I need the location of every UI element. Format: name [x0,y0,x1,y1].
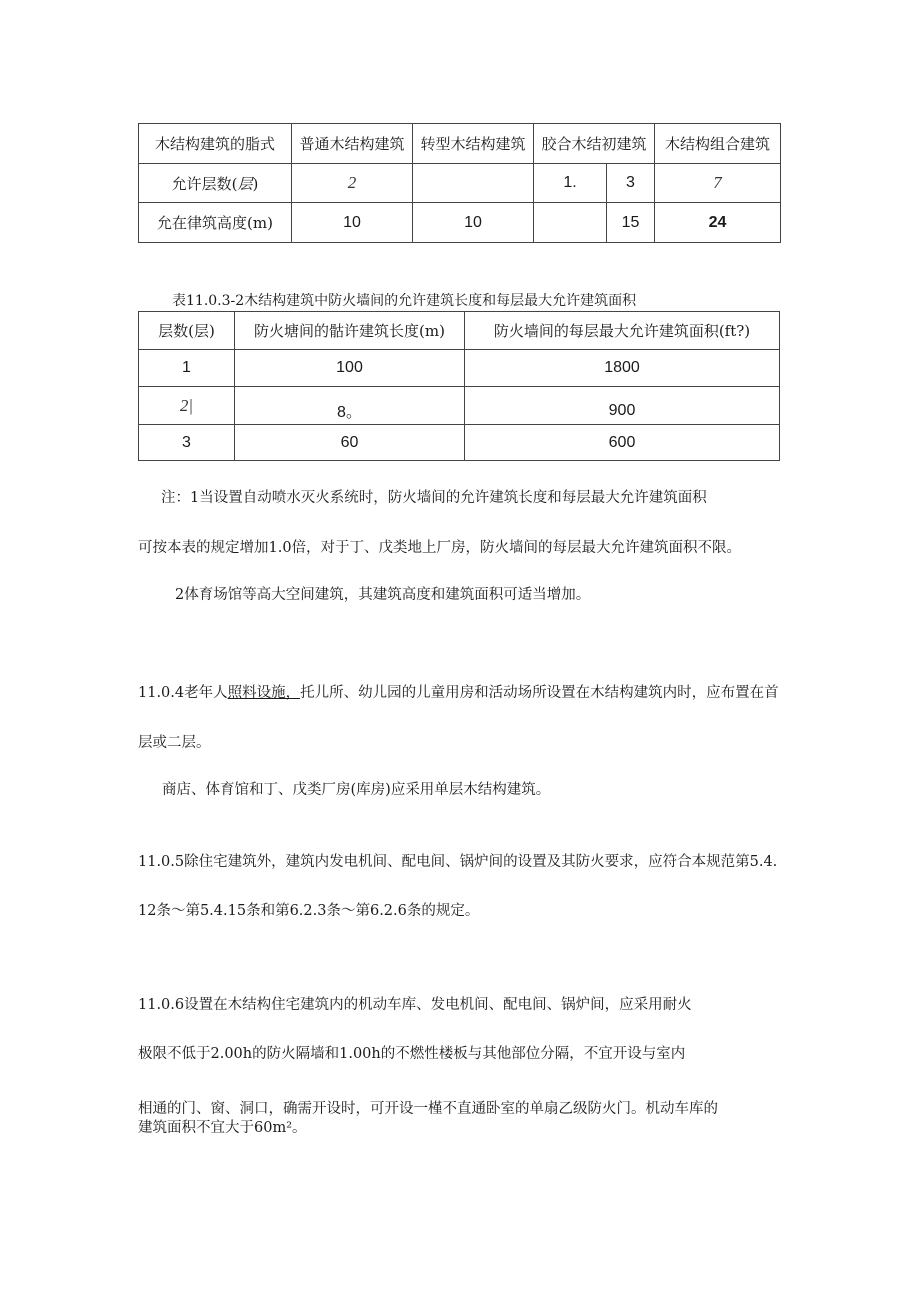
section-11-0-6-line-4: 建筑面积不宜大于60m²。 [138,1120,307,1136]
section-11-0-6-line-3: 相通的门、窗、洞口，确需开设时，可开设一槿不直通卧室的单扇乙级防火门。机动车库的 [138,1101,718,1117]
table1-header-glulam: 胶合木结初建筑 [534,124,655,164]
firewall-table [138,311,780,461]
table2-length: 8。 [235,387,465,425]
table-row [139,387,780,425]
table2-length: 100 [235,350,465,387]
table1-height-glulam-b: 15 [607,203,655,243]
table1-height-hybrid: 24 [655,203,781,243]
section-11-0-5-line-1: 11.0.5除住宅建筑外，建筑内发电机间、配电间、锅炉间的设置及其防火要求，应符合本规范第5.4. [138,854,778,870]
note-1-line-2: 可按本表的规定增加1.0倍，对于丁、戊类地上厂房，防火墙间的每层最大允许建筑面积不限。 [138,540,742,556]
table1-floors-ordinary: 2 [292,164,413,203]
underlined-term: 照料设施， [227,685,301,701]
note-2: 2体育场馆等高大空间建筑，其建筑高度和建筑面积可适当增加。 [175,587,591,603]
section-11-0-4-rest: 托儿所、幼儿园的儿童用房和活动场所设置在木结构建筑内时，应布置在首 [300,685,779,701]
section-11-0-4-number: 11.0.4老年人 [138,685,228,701]
table1-header-light: 转型木结构建筑 [413,124,534,164]
table1-floors-glulam-b: 3 [607,164,655,203]
section-11-0-4-line-3: 商店、体育馆和丁、戊类厂房(库房)应采用单层木结构建筑。 [162,782,551,798]
table1-row-floors-label: 允许层数(层) [139,164,292,203]
table2-area: 900 [465,387,780,425]
table1-floors-hybrid: 7 [655,164,781,203]
table1-row-height-label: 允在律筑高度(m) [139,203,292,243]
table2-header-area: 防火墙间的每层最大允许建筑面积(ft?) [465,312,780,350]
table2-floors: 1 [139,350,235,387]
section-11-0-4-line-1 [138,681,779,702]
table1-header-ordinary: 普通木结构建筑 [292,124,413,164]
table2-area: 1800 [465,350,780,387]
section-11-0-6-line-1: 11.0.6设置在木结构住宅建筑内的机动车库、发电机间、配电间、锅炉间，应采用耐火 [138,997,692,1013]
table1-height-ordinary: 10 [292,203,413,243]
table1-floors-glulam-a: 1. [534,164,607,203]
section-11-0-6-line-2: 极限不低于2.00h的防火隔墙和1.00h的不燃性楼板与其他部位分隔，不宜开设与室内 [138,1046,686,1062]
section-11-0-5-line-2: 12条～第5.4.15条和第6.2.3条～第6.2.6条的规定。 [138,903,480,919]
table1-header-type: 木结构建筑的脂式 [139,124,292,164]
table-row [139,425,780,461]
table2-floors: 2| [139,387,235,425]
table1-floors-light [413,164,534,203]
section-11-0-4-line-2: 层或二层。 [138,735,211,751]
table2-length: 60 [235,425,465,461]
table1-height-glulam-a [534,203,607,243]
table1-header-hybrid: 木结构组合建筑 [655,124,781,164]
table-row [139,350,780,387]
table2-caption: 表11.0.3-2木结构建筑中防火墙间的允许建筑长度和每层最大允许建筑面积 [172,293,637,309]
table1-height-light: 10 [413,203,534,243]
table2-area: 600 [465,425,780,461]
table2-header-floors: 层数(层) [139,312,235,350]
building-type-table [138,123,781,243]
table2-header-length: 防火塘间的骷许建筑长度(m) [235,312,465,350]
note-1-line-1: 注：1当设置自动喷水灭火系统时，防火墙间的允许建筑长度和每层最大允许建筑面积 [161,490,707,506]
table2-floors: 3 [139,425,235,461]
